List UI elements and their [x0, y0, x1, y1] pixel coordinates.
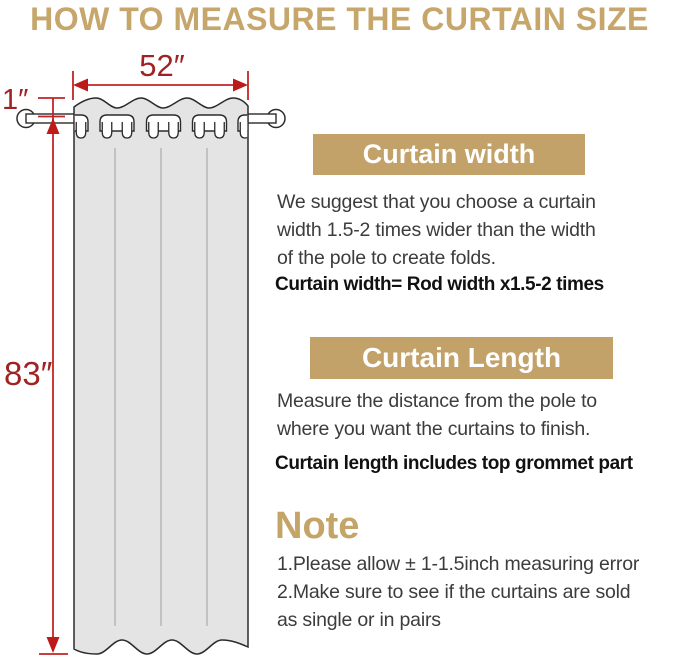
curtain-width-heading: Curtain width — [313, 134, 585, 175]
grommet-height-label: 1″ — [2, 84, 29, 116]
curtain-width-formula: Curtain width= Rod width x1.5-2 times — [275, 274, 604, 295]
curtain-length-heading: Curtain Length — [310, 337, 613, 379]
curtain-length-description — [277, 387, 597, 443]
curtain-width-description-line: of the pole to create folds. — [277, 247, 496, 269]
curtain-length-formula: Curtain length includes top grommet part — [275, 453, 633, 474]
note-list — [277, 550, 639, 634]
curtain-measurement-diagram — [0, 0, 310, 661]
note-item: 2.Make sure to see if the curtains are sold — [277, 581, 631, 603]
curtain-length-description-line: where you want the curtains to finish. — [277, 418, 591, 440]
width-measurement-label: 52″ — [139, 48, 185, 83]
note-item: 1.Please allow ± 1-1.5inch measuring error — [277, 553, 640, 575]
length-measurement-label: 83″ — [4, 355, 53, 392]
curtain-width-description-line: We suggest that you choose a curtain — [277, 191, 596, 213]
grommet-prongs — [56, 122, 250, 138]
curtain-width-description — [277, 188, 596, 272]
curtain-diagram-graphic — [0, 0, 310, 661]
note-heading: Note — [275, 505, 360, 547]
page-title: HOW TO MEASURE THE CURTAIN SIZE — [30, 1, 649, 37]
note-item-continued: as single or in pairs — [277, 609, 441, 631]
curtain-length-description-line: Measure the distance from the pole to — [277, 390, 597, 412]
curtain-width-description-line: width 1.5-2 times wider than the width — [277, 219, 596, 241]
